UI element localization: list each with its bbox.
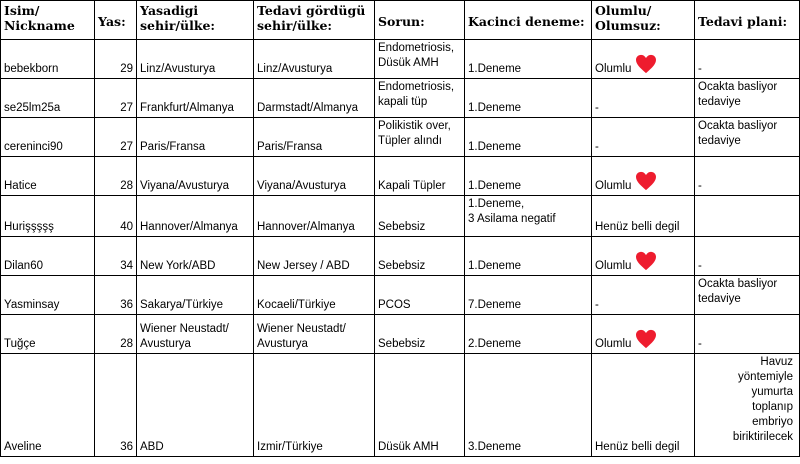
result-text: - — [595, 102, 599, 114]
cell-line: Kocaeli/Türkiye — [257, 299, 336, 311]
cell-result — [592, 276, 695, 315]
cell-name — [1, 40, 95, 79]
result-text: Henüz belli degil — [595, 221, 680, 233]
result-text: Olumlu — [595, 260, 632, 272]
cell-name — [1, 79, 95, 118]
cell-lives — [137, 196, 254, 237]
cell-plan — [695, 237, 800, 276]
cell-line: Paris/Fransa — [257, 141, 323, 153]
cell-attempt — [465, 196, 592, 237]
name-text: Aveline — [4, 441, 42, 453]
cell-treated — [254, 237, 375, 276]
cell-line: Tüpler alındı — [378, 135, 442, 147]
cell-issue — [375, 276, 465, 315]
cell-line: - — [698, 260, 702, 272]
cell-lives — [137, 315, 254, 354]
cell-name — [1, 276, 95, 315]
cell-line: tedaviye — [698, 135, 741, 147]
cell-line: 7.Deneme — [468, 299, 522, 311]
cell-treated — [254, 79, 375, 118]
cell-attempt — [465, 157, 592, 196]
cell-age — [95, 196, 137, 237]
cell-treated — [254, 40, 375, 79]
cell-plan — [695, 118, 800, 157]
cell-line: - — [698, 338, 702, 350]
cell-line: Sakarya/Türkiye — [140, 299, 224, 311]
cell-issue — [375, 237, 465, 276]
cell-age — [95, 40, 137, 79]
table-row — [1, 40, 800, 79]
header-yas: Yas: — [95, 1, 137, 40]
age-text: 36 — [120, 441, 133, 453]
cell-name — [1, 118, 95, 157]
cell-treated — [254, 196, 375, 237]
cell-line: Havuz — [760, 356, 793, 368]
cell-line: Avusturya — [257, 338, 308, 350]
cell-attempt — [465, 237, 592, 276]
cell-treated — [254, 276, 375, 315]
cell-line: Hannover/Almanya — [140, 221, 238, 233]
age-text: 34 — [120, 260, 133, 272]
cell-line: 3.Deneme — [468, 441, 522, 453]
header-isim: Isim/ Nickname — [1, 1, 95, 40]
cell-line: Endometriosis, — [378, 81, 455, 93]
cell-line: Sebebsiz — [378, 338, 426, 350]
cell-line: 1.Deneme, — [468, 198, 525, 210]
cell-line: Izmir/Türkiye — [257, 441, 323, 453]
cell-issue — [375, 315, 465, 354]
header-yasadigi: Yasadigi sehir/ülke: — [137, 1, 254, 40]
cell-line: embriyo — [752, 416, 793, 428]
cell-line: Avusturya — [140, 338, 191, 350]
cell-result — [592, 196, 695, 237]
cell-plan — [695, 276, 800, 315]
cell-line: Linz/Avusturya — [257, 63, 333, 75]
cell-line: Linz/Avusturya — [140, 63, 216, 75]
age-text: 36 — [120, 299, 133, 311]
cell-name — [1, 157, 95, 196]
cell-line: Wiener Neustadt/ — [257, 323, 346, 335]
name-text: se25lm25a — [4, 102, 61, 114]
table-body — [1, 40, 800, 457]
cell-line: 2.Deneme — [468, 338, 522, 350]
cell-plan — [695, 196, 800, 237]
name-text: Tuğçe — [4, 338, 36, 350]
cell-line: Ocakta basliyor — [698, 81, 778, 93]
cell-issue — [375, 40, 465, 79]
cell-result — [592, 157, 695, 196]
cell-line: Ocakta basliyor — [698, 278, 778, 290]
cell-plan — [695, 354, 800, 457]
table-row — [1, 237, 800, 276]
cell-plan — [695, 40, 800, 79]
cell-attempt — [465, 79, 592, 118]
heart-icon — [635, 251, 657, 271]
cell-age — [95, 79, 137, 118]
cell-line: 1.Deneme — [468, 180, 522, 192]
cell-line: yöntemiyle — [738, 371, 793, 383]
cell-line: Hannover/Almanya — [257, 221, 355, 233]
cell-line: ABD — [140, 441, 164, 453]
cell-result — [592, 79, 695, 118]
cell-line: 1.Deneme — [468, 63, 522, 75]
cell-plan — [695, 315, 800, 354]
cell-name — [1, 237, 95, 276]
name-text: cereninci90 — [4, 141, 63, 153]
cell-treated — [254, 354, 375, 457]
cell-age — [95, 315, 137, 354]
cell-line: 1.Deneme — [468, 102, 522, 114]
cell-line: Ocakta basliyor — [698, 120, 778, 132]
age-text: 27 — [120, 102, 133, 114]
cell-line: biriktirilecek — [732, 431, 793, 443]
heart-icon — [635, 54, 657, 74]
cell-line: tedaviye — [698, 96, 741, 108]
cell-lives — [137, 118, 254, 157]
header-plan: Tedavi plani: — [695, 1, 800, 40]
cell-name — [1, 196, 95, 237]
cell-result — [592, 354, 695, 457]
heart-icon — [635, 171, 657, 191]
cell-treated — [254, 118, 375, 157]
cell-age — [95, 157, 137, 196]
cell-line: Paris/Fransa — [140, 141, 206, 153]
age-text: 28 — [120, 338, 133, 350]
cell-line: Düsük AMH — [378, 441, 439, 453]
header-row — [1, 1, 800, 40]
cell-line: PCOS — [378, 299, 411, 311]
cell-age — [95, 237, 137, 276]
table-row — [1, 276, 800, 315]
cell-issue — [375, 157, 465, 196]
name-text: Hurişşşşş — [4, 221, 54, 233]
cell-attempt — [465, 40, 592, 79]
cell-attempt — [465, 315, 592, 354]
name-text: Hatice — [4, 180, 37, 192]
cell-line: 1.Deneme — [468, 260, 522, 272]
cell-line: toplanıp — [752, 401, 793, 413]
table-row — [1, 196, 800, 237]
cell-result — [592, 118, 695, 157]
table-row — [1, 118, 800, 157]
age-text: 27 — [120, 141, 133, 153]
header-tedavi: Tedavi gördügü sehir/ülke: — [254, 1, 375, 40]
cell-lives — [137, 276, 254, 315]
cell-line: 3 Asilama negatif — [468, 213, 556, 225]
cell-line: Frankfurt/Almanya — [140, 102, 234, 114]
cell-issue — [375, 196, 465, 237]
cell-plan — [695, 79, 800, 118]
result-text: - — [595, 141, 599, 153]
cell-name — [1, 315, 95, 354]
cell-line: yumurta — [751, 386, 793, 398]
age-text: 29 — [120, 63, 133, 75]
cell-age — [95, 276, 137, 315]
cell-line: Darmstadt/Almanya — [257, 102, 358, 114]
cell-line: - — [698, 63, 702, 75]
cell-attempt — [465, 354, 592, 457]
table-row — [1, 315, 800, 354]
result-text: - — [595, 299, 599, 311]
cell-lives — [137, 354, 254, 457]
cell-result — [592, 237, 695, 276]
cell-line: New York/ABD — [140, 260, 216, 272]
cell-age — [95, 118, 137, 157]
cell-issue — [375, 118, 465, 157]
cell-lives — [137, 157, 254, 196]
table-row — [1, 354, 800, 457]
result-text: Olumlu — [595, 63, 632, 75]
cell-attempt — [465, 118, 592, 157]
name-text: Dilan60 — [4, 260, 43, 272]
cell-age — [95, 354, 137, 457]
cell-line: Sebebsiz — [378, 260, 426, 272]
heart-icon — [635, 329, 657, 349]
table-row — [1, 79, 800, 118]
cell-line: kapali tüp — [378, 96, 428, 108]
header-kacinci: Kacinci deneme: — [465, 1, 592, 40]
cell-line: Düsük AMH — [378, 57, 439, 69]
cell-line: New Jersey / ABD — [257, 260, 350, 272]
cell-result — [592, 40, 695, 79]
cell-line: Endometriosis, — [378, 42, 455, 54]
header-olumlu: Olumlu/ Olumsuz: — [592, 1, 695, 40]
cell-line: Wiener Neustadt/ — [140, 323, 229, 335]
cell-line: Viyana/Avusturya — [140, 180, 230, 192]
result-text: Olumlu — [595, 180, 632, 192]
cell-line: Viyana/Avusturya — [257, 180, 347, 192]
cell-line: Sebebsiz — [378, 221, 426, 233]
cell-lives — [137, 79, 254, 118]
cell-treated — [254, 157, 375, 196]
table-row — [1, 157, 800, 196]
cell-line: - — [698, 180, 702, 192]
age-text: 28 — [120, 180, 133, 192]
result-text: Henüz belli degil — [595, 441, 680, 453]
cell-line: Polikistik over, — [378, 120, 451, 132]
cell-issue — [375, 79, 465, 118]
cell-name — [1, 354, 95, 457]
cell-lives — [137, 237, 254, 276]
cell-plan — [695, 157, 800, 196]
cell-lives — [137, 40, 254, 79]
result-text: Olumlu — [595, 338, 632, 350]
cell-result — [592, 315, 695, 354]
age-text: 40 — [120, 221, 133, 233]
cell-line: Kapali Tüpler — [378, 180, 446, 192]
name-text: Yasminsay — [4, 299, 60, 311]
cell-issue — [375, 354, 465, 457]
header-sorun: Sorun: — [375, 1, 465, 40]
name-text: bebekborn — [4, 63, 59, 75]
cell-treated — [254, 315, 375, 354]
cell-attempt — [465, 276, 592, 315]
cell-line: 1.Deneme — [468, 141, 522, 153]
cell-line: tedaviye — [698, 293, 741, 305]
